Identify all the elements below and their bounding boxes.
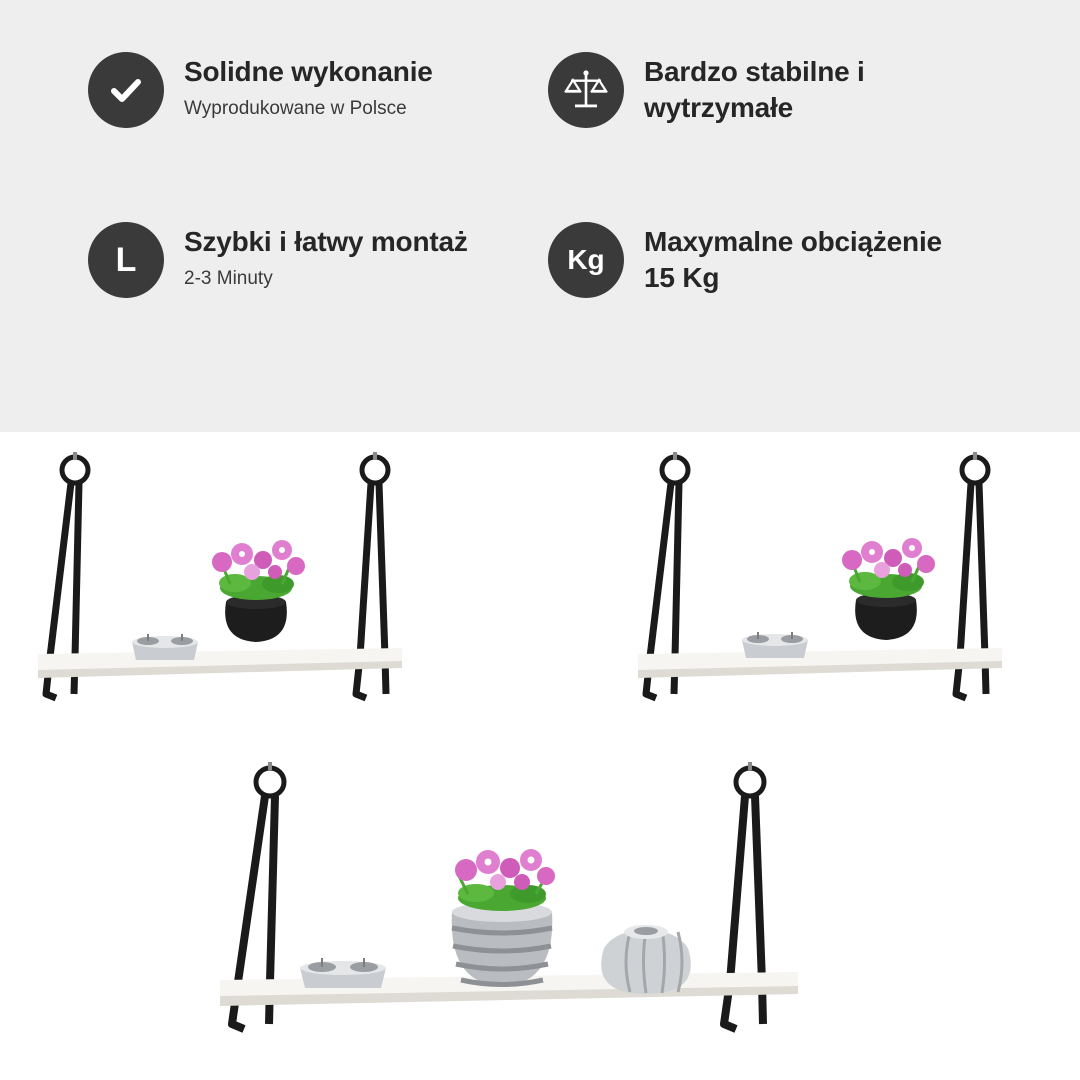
product-photo-area <box>0 432 1080 1080</box>
feature-subtitle: Wyprodukowane w Polsce <box>184 97 407 119</box>
feature-item-quick-assembly <box>88 218 548 388</box>
weight-kg-icon <box>548 222 624 298</box>
feature-text <box>644 48 974 134</box>
feature-item-stability <box>548 48 1008 218</box>
product-image-shelf-bottom-center <box>200 752 820 1062</box>
check-circle-icon <box>88 52 164 128</box>
feature-title: Bardzo stabilne i wytrzymałe <box>644 56 865 123</box>
clock-icon-glyph: L <box>115 241 137 279</box>
feature-text <box>184 48 433 120</box>
feature-title: Szybki i łatwy montaż <box>184 226 468 257</box>
product-image-shelf-top-left <box>30 442 420 722</box>
feature-text <box>644 218 974 304</box>
feature-item-max-load <box>548 218 1008 388</box>
weight-kg-icon-glyph: Kg <box>567 244 605 275</box>
balance-scale-icon <box>548 52 624 128</box>
product-image-shelf-top-right <box>630 442 1020 722</box>
clock-icon <box>88 222 164 298</box>
feature-title: Maxymalne obciążenie 15 Kg <box>644 226 942 293</box>
feature-item-solid-build <box>88 48 548 218</box>
feature-subtitle: 2-3 Minuty <box>184 267 273 289</box>
feature-text <box>184 218 468 290</box>
features-grid <box>88 48 1008 388</box>
feature-title: Solidne wykonanie <box>184 56 433 87</box>
features-panel <box>0 0 1080 432</box>
